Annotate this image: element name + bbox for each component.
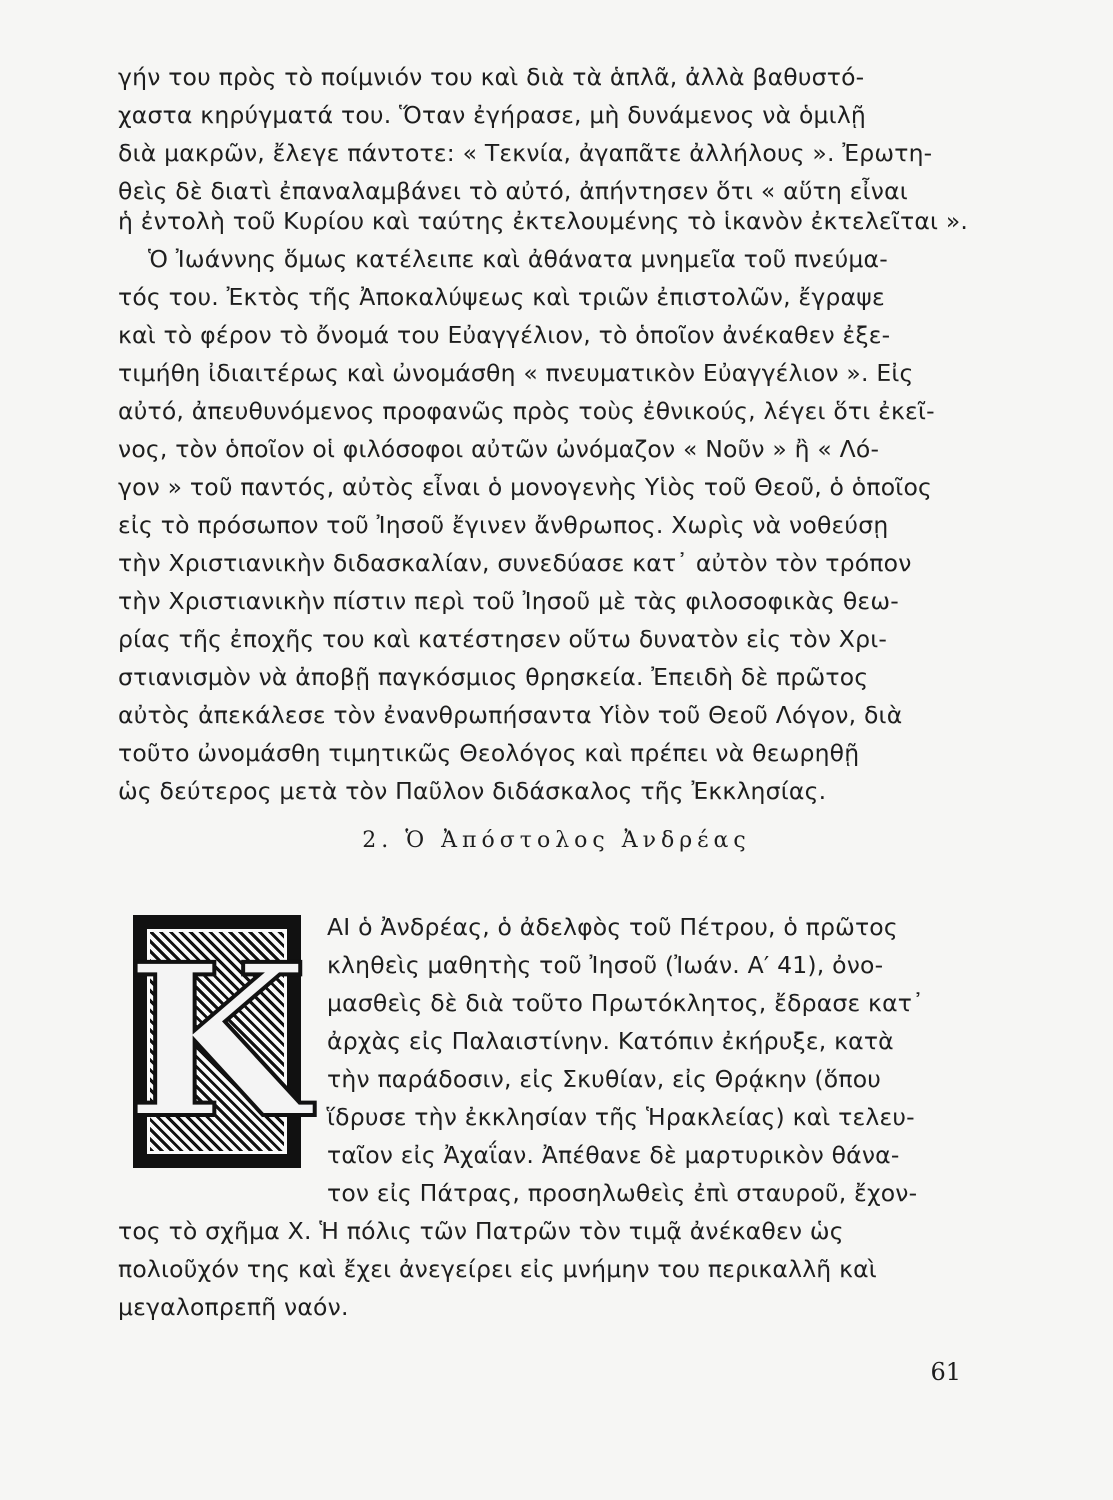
- drop-text-line: τὴν παράδοσιν, εἰς Σκυθίαν, εἰς Θρᾴκην (ὅπου: [327, 1065, 882, 1093]
- text-line: αὐτὸς ἀπεκάλεσε τὸν ἐνανθρωπήσαντα Υἱὸν τοῦ Θεοῦ Λόγον, διὰ: [118, 701, 903, 729]
- text-line: τὴν Χριστιανικὴν πίστιν περὶ τοῦ Ἰησοῦ μὲ τὰς φιλοσοφικὰς θεω-: [118, 587, 899, 615]
- drop-text-line: τον εἰς Πάτρας, προσηλωθεὶς ἐπὶ σταυροῦ, ἔχον-: [327, 1179, 918, 1207]
- text-line: θεὶς δὲ διατὶ ἐπαναλαμβάνει τὸ αὐτό, ἀπήντησεν ὅτι « αὕτη εἶναι: [118, 177, 908, 205]
- text-line: ρίας τῆς ἐποχῆς του καὶ κατέστησεν οὕτω δυνατὸν εἰς τὸν Χρι-: [118, 625, 888, 653]
- text-line: πολιοῦχόν της καὶ ἔχει ἀνεγείρει εἰς μνήμην του περικαλλῆ καὶ: [118, 1255, 877, 1283]
- text-line: εἰς τὸ πρόσωπον τοῦ Ἰησοῦ ἔγινεν ἄνθρωπος. Χωρὶς νὰ νοθεύσῃ: [118, 511, 889, 539]
- text-line: τοῦτο ὠνομάσθη τιμητικῶς Θεολόγος καὶ πρέπει νὰ θεωρηθῇ: [118, 739, 860, 767]
- text-line: γήν του πρὸς τὸ ποίμνιόν του καὶ διὰ τὰ ἁπλᾶ, ἀλλὰ βαθυστό-: [118, 63, 865, 91]
- text-line: γον » τοῦ παντός, αὐτὸς εἶναι ὁ μονογενὴς Υἱὸς τοῦ Θεοῦ, ὁ ὁποῖος: [118, 473, 933, 501]
- text-line: ὡς δεύτερος μετὰ τὸν Παῦλον διδάσκαλος τῆς Ἐκκλησίας.: [118, 777, 827, 805]
- text-line: μεγαλοπρεπῆ ναόν.: [118, 1293, 349, 1321]
- text-line: διὰ μακρῶν, ἔλεγε πάντοτε: « Τεκνία, ἀγαπᾶτε ἀλλήλους ». Ἐρωτη-: [118, 139, 933, 167]
- text-line: αὐτό, ἀπευθυνόμενος προφανῶς πρὸς τοὺς ἐθνικούς, λέγει ὅτι ἐκεῖ-: [118, 397, 935, 425]
- drop-text-line: ἵδρυσε τὴν ἐκκλησίαν τῆς Ἡρακλείας) καὶ τελευ-: [327, 1103, 915, 1131]
- drop-text-line: κληθεὶς μαθητὴς τοῦ Ἰησοῦ (Ἰωάν. Α′ 41), ὀνο-: [327, 951, 884, 979]
- text-line: τὴν Χριστιανικὴν διδασκαλίαν, συνεδύασε κατ᾽ αὐτὸν τὸν τρόπον: [118, 549, 912, 577]
- drop-text-line: ἀρχὰς εἰς Παλαιστίνην. Κατόπιν ἐκήρυξε, κατὰ: [327, 1027, 894, 1055]
- section-heading: 2. Ὁ Ἀπόστολος Ἀνδρέας: [362, 828, 751, 853]
- drop-text-line: ταῖον εἰς Ἀχαΐαν. Ἀπέθανε δὲ μαρτυρικὸν θάνα-: [327, 1141, 900, 1169]
- drop-cap-ornament: [125, 915, 309, 1168]
- text-line: τιμήθη ἰδιαιτέρως καὶ ὠνομάσθη « πνευματικὸν Εὐαγγέλιον ». Εἰς: [118, 359, 914, 387]
- text-line: Ὁ Ἰωάννης ὅμως κατέλειπε καὶ ἀθάνατα μνημεῖα τοῦ πνεύμα-: [148, 245, 888, 273]
- drop-text-line: μασθεὶς δὲ διὰ τοῦτο Πρωτόκλητος, ἔδρασε κατ᾽: [327, 989, 925, 1017]
- text-line: καὶ τὸ φέρον τὸ ὄνομά του Εὐαγγέλιον, τὸ ὁποῖον ἀνέκαθεν ἐξε-: [118, 321, 891, 349]
- page-number: 61: [930, 1358, 961, 1386]
- text-line: νος, τὸν ὁποῖον οἱ φιλόσοφοι αὐτῶν ὠνόμαζον « Νοῦν » ἢ « Λό-: [118, 435, 880, 463]
- drop-text-line: ΑΙ ὁ Ἀνδρέας, ὁ ἀδελφὸς τοῦ Πέτρου, ὁ πρῶτος: [327, 913, 898, 941]
- drop-cap-letter: K: [125, 917, 309, 1165]
- text-line: χαστα κηρύγματά του. Ὅταν ἐγήρασε, μὴ δυνάμενος νὰ ὁμιλῇ: [118, 101, 867, 129]
- text-line: στιανισμὸν νὰ ἀποβῇ παγκόσμιος θρησκεία. Ἐπειδὴ δὲ πρῶτος: [118, 663, 869, 691]
- text-line: τος τὸ σχῆμα Χ. Ἡ πόλις τῶν Πατρῶν τὸν τιμᾷ ἀνέκαθεν ὡς: [118, 1217, 844, 1245]
- text-line: τός του. Ἐκτὸς τῆς Ἀποκαλύψεως καὶ τριῶν ἐπιστολῶν, ἔγραψε: [118, 283, 885, 311]
- text-line: ἡ ἐντολὴ τοῦ Κυρίου καὶ ταύτης ἐκτελουμένης τὸ ἱκανὸν ἐκτελεῖται ».: [118, 207, 969, 235]
